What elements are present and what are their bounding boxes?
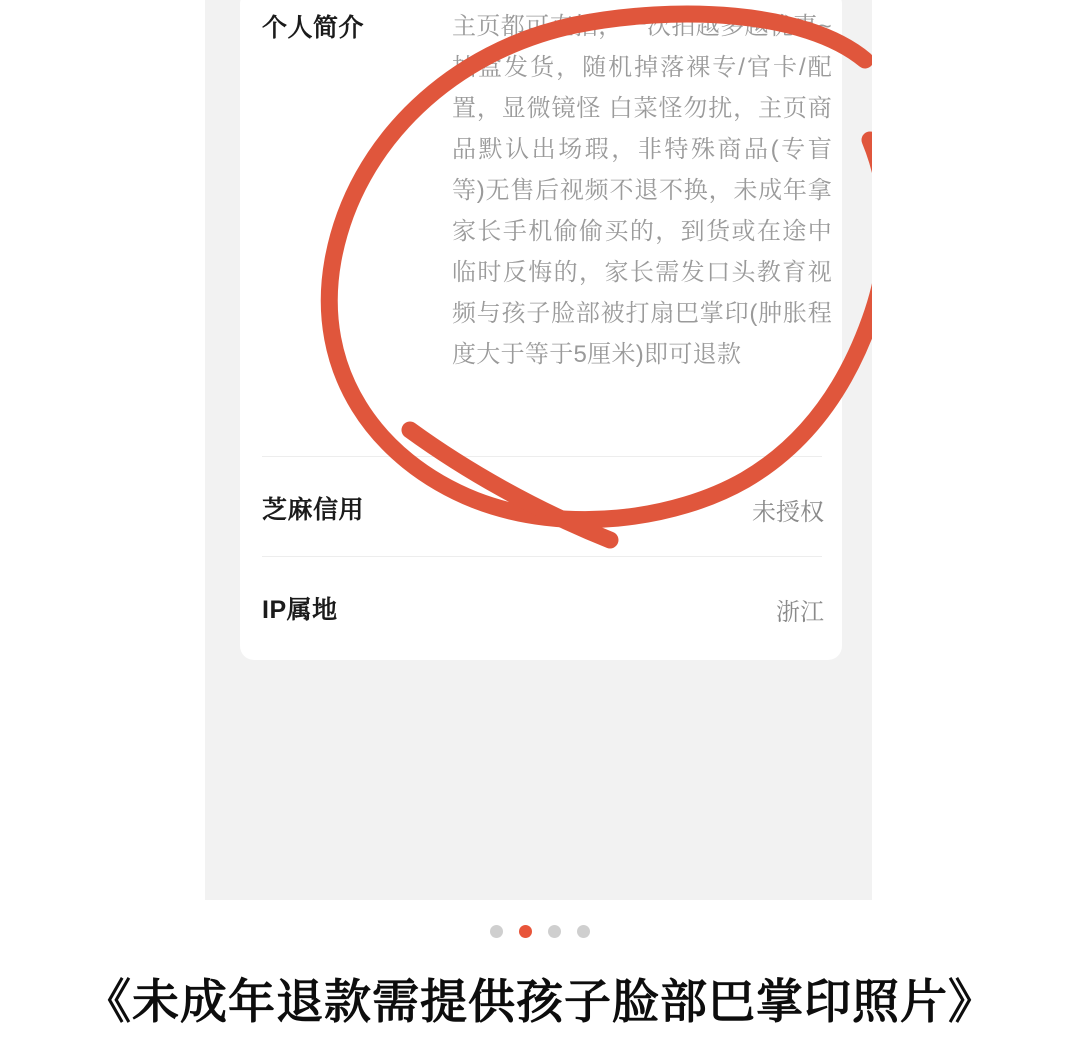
right-gutter [872, 0, 1080, 900]
row-label-zhima-credit: 芝麻信用 [262, 496, 365, 524]
carousel-dot-active[interactable] [519, 925, 532, 938]
row-value-bio: 主页都可直拍，一次拍越多越优惠~抽盒发货，随机掉落裸专/官卡/配置，显微镜怪 白菜怪勿扰，主页商品默认出场瑕，非特殊商品(专盲等)无售后视频不退不换，未成年拿家长手机偷偷买的，到货或在途中临时反悔的，家长需发口头教育视频与孩子脸部被打扇巴掌印(肿胀程度大于等于5厘米)即可退款 [452, 13, 832, 368]
row-value-ip-location: 浙江 [776, 599, 824, 626]
carousel-dot[interactable] [577, 925, 590, 938]
row-label-ip-location: IP属地 [262, 596, 338, 624]
caption-text: 《未成年退款需提供孩子脸部巴掌印照片》 [84, 975, 996, 1030]
carousel-dot[interactable] [548, 925, 561, 938]
row-value-zhima-credit: 未授权 [752, 499, 824, 526]
carousel-dot[interactable] [490, 925, 503, 938]
divider [262, 556, 822, 557]
row-label-bio: 个人简介 [262, 14, 365, 42]
divider [262, 456, 822, 457]
carousel-dots[interactable] [0, 925, 1080, 938]
left-gutter [0, 0, 205, 900]
profile-card [240, 0, 842, 660]
